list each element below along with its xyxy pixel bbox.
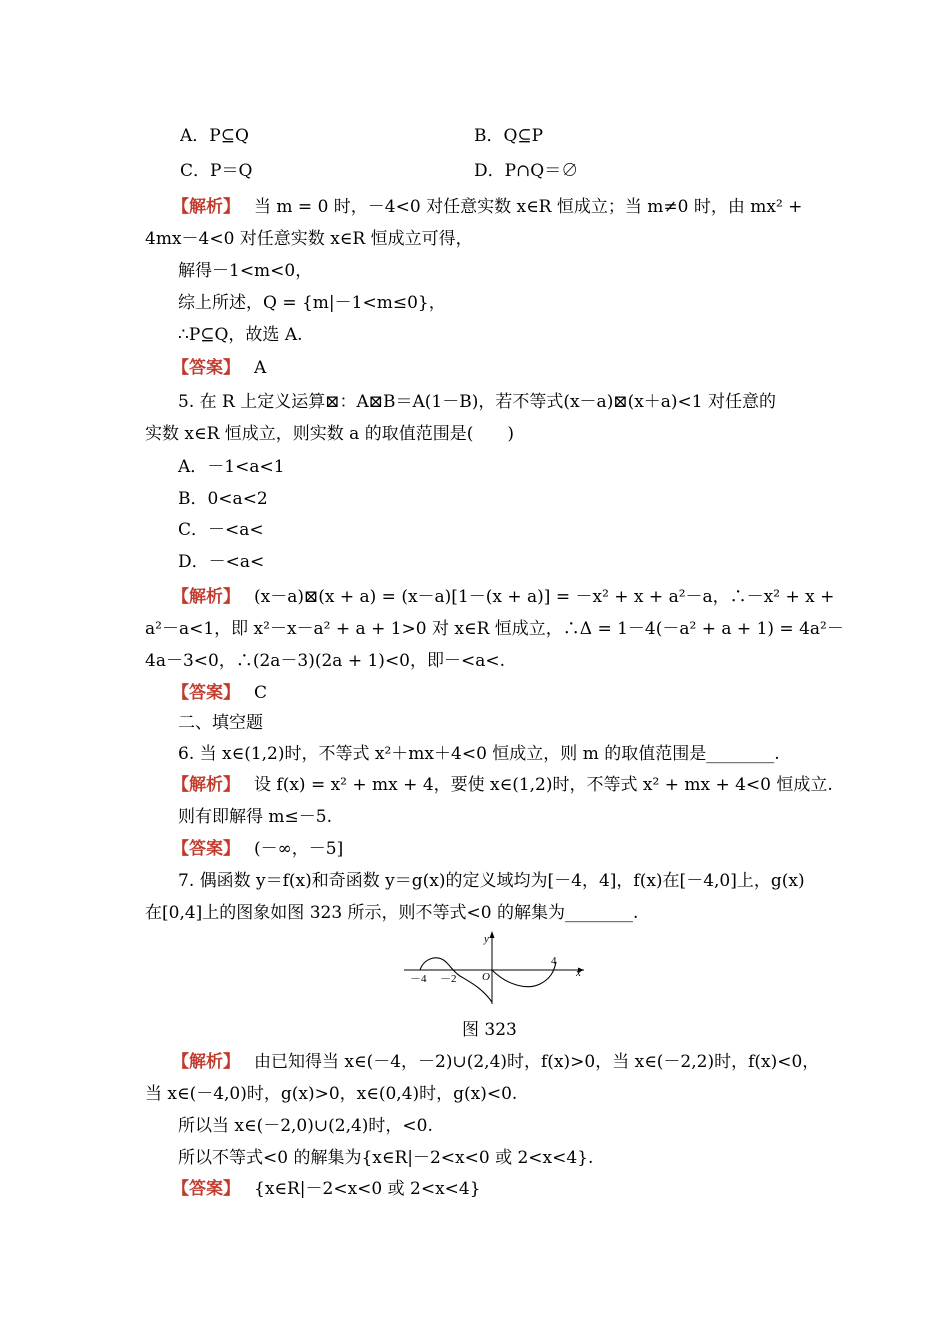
q6-analysis-line-2: 则有即解得 m≤－5. (178, 807, 332, 827)
q5-analysis-line-2: a²－a<1，即 x²－x－a² + a + 1>0 对 x∈R 恒成立，∴Δ = 1－4(－a² + a + 1) = 4a²－ (145, 619, 844, 639)
tick-neg2: －2 (440, 973, 457, 985)
q5-answer (172, 681, 267, 705)
q5-option-c: C．－<a< (178, 520, 264, 540)
q5-stem-line-2: 实数 x∈R 恒成立，则实数 a 的取值范围是( ) (145, 424, 514, 444)
q7-analysis-line-3: 所以当 x∈(－2,0)∪(2,4)时，<0. (178, 1116, 433, 1136)
q4-option-d: D．P∩Q＝∅ (474, 161, 579, 181)
q4-analysis-line-4: 综上所述，Q = {m|－1<m≤0}， (178, 293, 446, 313)
q4-answer (172, 356, 266, 380)
x-label: x (576, 967, 581, 979)
analysis-text: 设 f(x) = x² + mx + 4，要使 x∈(1,2)时，不等式 x² + mx + 4<0 恒成立. (254, 775, 833, 795)
answer-label: 【答案】 (172, 839, 240, 859)
q7-stem-line-1: 7. 偶函数 y＝f(x)和奇函数 y＝g(x)的定义域均为[－4，4]，f(x)在[－4,0]上，g(x) (178, 871, 805, 891)
analysis-label: 【解析】 (172, 1052, 240, 1072)
q7-analysis-line-4: 所以不等式<0 的解集为{x∈R|－2<x<0 或 2<x<4}. (178, 1148, 594, 1168)
analysis-text: 当 m = 0 时，－4<0 对任意实数 x∈R 恒成立；当 m≠0 时，由 mx² + (254, 197, 803, 217)
q5-option-d: D．－<a< (178, 552, 265, 572)
answer-label: 【答案】 (172, 1179, 240, 1199)
q5-option-b: B．0<a<2 (178, 489, 268, 509)
y-label: y (484, 933, 489, 945)
q7-answer (172, 1177, 481, 1201)
answer-text: A (254, 358, 267, 378)
q4-analysis-line-5: ∴P⊆Q，故选 A. (178, 325, 303, 345)
q4-option-c: C．P＝Q (180, 161, 253, 181)
origin-label: O (482, 971, 490, 983)
figure-caption: 图 323 (462, 1020, 517, 1040)
g-curve (492, 962, 556, 987)
analysis-label: 【解析】 (172, 197, 240, 217)
tick-4: 4 (551, 955, 557, 967)
q6-stem: 6. 当 x∈(1,2)时，不等式 x²＋mx＋4<0 恒成立，则 m 的取值范围是________. (178, 744, 780, 764)
q5-option-a: A．－1<a<1 (178, 457, 285, 477)
answer-label: 【答案】 (172, 358, 240, 378)
q7-stem-line-2: 在[0,4]上的图象如图 323 所示，则不等式<0 的解集为________. (145, 903, 639, 923)
q4-analysis-line-1 (172, 195, 802, 219)
y-axis-arrow (490, 931, 495, 938)
q5-analysis-line-1 (172, 585, 834, 609)
q4-option-a: A．P⊆Q (180, 126, 249, 146)
q6-answer (172, 837, 343, 861)
analysis-text: (x－a)⊠(x + a) = (x－a)[1－(x + a)] = －x² + x + a²－a，∴－x² + x + (254, 587, 835, 607)
function-graph-figure (400, 928, 590, 1006)
section-title: 二、填空题 (178, 713, 263, 733)
q4-option-b: B．Q⊆P (474, 126, 544, 146)
q7-analysis-line-1 (172, 1050, 819, 1074)
answer-label: 【答案】 (172, 683, 240, 703)
analysis-label: 【解析】 (172, 587, 240, 607)
answer-text: C (254, 683, 268, 703)
q6-analysis-line-1 (172, 773, 833, 797)
q5-stem-line-1: 5. 在 R 上定义运算⊠：A⊠B＝A(1－B)，若不等式(x－a)⊠(x＋a)<1 对任意的 (178, 392, 777, 412)
q4-analysis-line-2: 4mx－4<0 对任意实数 x∈R 恒成立可得， (145, 229, 473, 249)
answer-text: (－∞，－5] (254, 839, 344, 859)
analysis-label: 【解析】 (172, 775, 240, 795)
tick-neg4: －4 (410, 973, 427, 985)
q5-analysis-line-3: 4a－3<0，∴(2a－3)(2a + 1)<0，即－<a<. (145, 651, 506, 671)
analysis-text: 由已知得当 x∈(－4，－2)∪(2,4)时，f(x)>0，当 x∈(－2,2)时，f(x)<0， (254, 1052, 820, 1072)
answer-text: {x∈R|－2<x<0 或 2<x<4} (254, 1179, 481, 1199)
q4-analysis-line-3: 解得－1<m<0， (178, 261, 313, 281)
q7-analysis-line-2: 当 x∈(－4,0)时，g(x)>0，x∈(0,4)时，g(x)<0. (145, 1084, 518, 1104)
